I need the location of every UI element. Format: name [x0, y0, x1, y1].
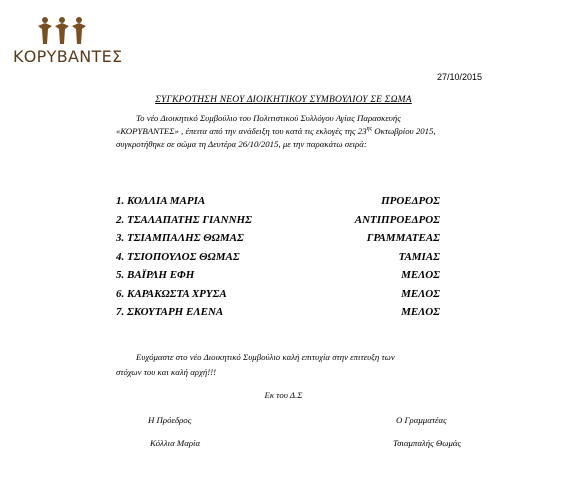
secretary-name: Τσιαμπαλής Θωμάς: [393, 438, 462, 448]
member-role: ΜΕΛΟΣ: [401, 306, 440, 318]
member-name: 3. ΤΣΙΑΜΠΑΛΗΣ ΘΩΜΑΣ: [116, 232, 244, 244]
intro-line-1: Το νέο Διοικητικό Συμβούλιο του Πολιτιστικού Συλλόγου Αγίας Παρασκευής: [136, 113, 401, 123]
intro-line-2-end: Οκτωβρίου 2015,: [372, 126, 436, 136]
member-row: [116, 211, 440, 230]
document-heading: ΣΥΓΚΡΟΤΗΣΗ ΝΕΟΥ ΔΙΟΙΚΗΤΙΚΟΥ ΣΥΜΒΟΥΛΙΟΥ ΣΕ ΣΩΜΑ: [155, 95, 412, 105]
member-row: [116, 303, 440, 322]
member-role: ΓΡΑΜΜΑΤΕΑΣ: [366, 232, 440, 244]
ordinal-suffix: ης: [366, 126, 373, 133]
document-date: 27/10/2015: [436, 72, 482, 82]
member-row: [116, 285, 440, 304]
member-name: 4. ΤΣΙΟΠΟΥΛΟΣ ΘΩΜΑΣ: [116, 250, 240, 263]
member-row: [116, 248, 440, 267]
president-name: Κόλλια Μαρία: [150, 438, 201, 448]
board-members-list: [116, 192, 440, 322]
logo-text: ΚΟΡΥΒΑΝΤΕΣ: [13, 47, 123, 66]
member-role: ΠΡΟΕΔΡΟΣ: [381, 195, 440, 207]
member-role: ΜΕΛΟΣ: [401, 269, 440, 281]
board-label: Εκ του Δ.Σ: [264, 390, 303, 400]
member-row: [116, 192, 440, 211]
member-name: 7. ΣΚΟΥΤΑΡΗ ΕΛΕΝΑ: [116, 306, 224, 318]
intro-line-2-start: «ΚΟΡΥΒΑΝΤΕΣ» , έπειτα από την ανάδειξη του κατά τις εκλογές της 23: [116, 126, 367, 136]
intro-line-2: [116, 125, 496, 138]
member-name: 6. ΚΑΡΑΚΩΣΤΑ ΧΡΥΣΑ: [116, 287, 227, 300]
intro-paragraph: [116, 112, 496, 151]
closing-paragraph: [116, 350, 496, 380]
member-name: 5. ΒΑΪΡΛΗ ΕΦΗ: [116, 269, 195, 281]
member-role: ΑΝΤΙΠΡΟΕΔΡΟΣ: [354, 213, 440, 226]
intro-line-3: συγκροτήθηκε σε σώμα τη Δευτέρα 26/10/2015, με την παρακάτω σειρά:: [116, 139, 367, 149]
member-name: 1. ΚΟΛΛΙΑ ΜΑΡΙΑ: [116, 195, 206, 207]
member-name: 2. ΤΣΑΛΑΠΑΤΗΣ ΓΙΑΝΝΗΣ: [116, 213, 252, 226]
member-role: ΤΑΜΙΑΣ: [398, 250, 440, 263]
club-logo: [13, 16, 123, 72]
president-title: Η Πρόεδρος: [148, 415, 192, 425]
member-role: ΜΕΛΟΣ: [401, 287, 440, 300]
member-row: [116, 229, 440, 248]
closing-line-1: Ευχόμαστε στο νέο Διοικητικό Συμβούλιο καλή επιτυχία στην επιτευξη των: [136, 352, 395, 362]
member-row: [116, 266, 440, 285]
closing-line-2: στόχων του και καλή αρχή!!!: [116, 367, 217, 377]
secretary-title: Ο Γραμματέας: [396, 415, 447, 425]
dancers-logo-icon: [37, 16, 87, 46]
